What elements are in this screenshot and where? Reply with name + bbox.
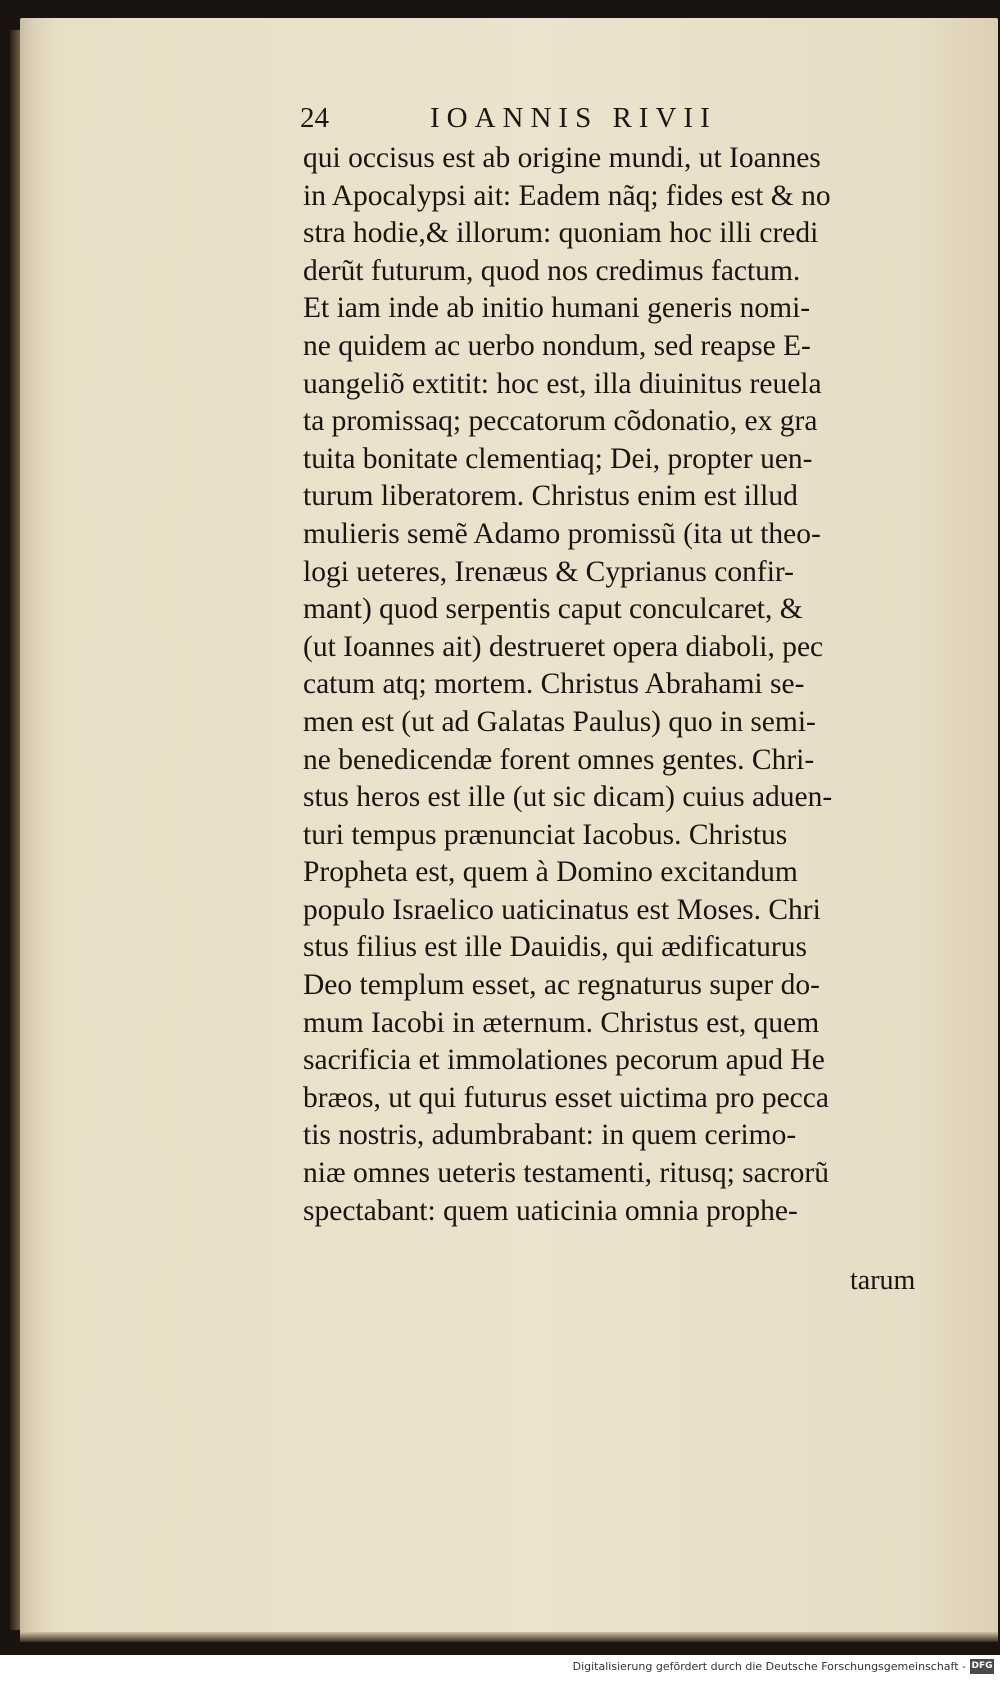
catchword: tarum xyxy=(850,1265,916,1296)
text-line: derũt futurum, quod nos credimus factum. xyxy=(303,254,801,287)
page-number: 24 xyxy=(300,102,329,134)
text-line: mum Iacobi in æternum. Christus est, quem xyxy=(303,1006,820,1039)
body-text xyxy=(303,140,923,1230)
text-line: niæ omnes ueteris testamenti, ritusq; sacrorũ xyxy=(303,1157,829,1190)
text-line: tis nostris, adumbrabant: in quem cerimo- xyxy=(303,1119,797,1152)
text-line: ne quidem ac uerbo nondum, sed reapse E- xyxy=(303,329,811,362)
text-line: stus heros est ille (ut sic dicam) cuius aduen- xyxy=(303,781,833,814)
funding-credit: Digitalisierung gefördert durch die Deutsche Forschungsgemeinschaft - xyxy=(572,1660,966,1673)
text-line: tuita bonitate clementiaq; Dei, propter uen- xyxy=(303,442,813,475)
dfg-logo-icon: DFG xyxy=(970,1659,994,1674)
text-line: turi tempus prænunciat Iacobus. Christus xyxy=(303,818,788,851)
text-line: Deo templum esset, ac regnaturus super do- xyxy=(303,969,820,1002)
text-line: uangeliõ extitit: hoc est, illa diuinitus reuela xyxy=(303,367,822,400)
text-line: ne benedicendæ forent omnes gentes. Chri- xyxy=(303,743,815,776)
text-line: turum liberatorem. Christus enim est illud xyxy=(303,480,798,513)
running-title: IOANNIS RIVII xyxy=(430,102,717,134)
text-line: stus filius est ille Dauidis, qui ædificaturus xyxy=(303,931,807,964)
text-line: Propheta est, quem à Domino excitandum xyxy=(303,856,798,889)
text-line: spectabant: quem uaticinia omnia prophe- xyxy=(303,1194,798,1227)
footer-bar xyxy=(0,1655,1000,1682)
text-line: mulieris semẽ Adamo promissũ (ita ut theo- xyxy=(303,517,821,550)
text-line: bræos, ut qui futurus esset uictima pro pecca xyxy=(303,1081,829,1114)
running-head xyxy=(300,102,940,142)
text-line: Et iam inde ab initio humani generis nomi- xyxy=(303,292,811,325)
text-line: stra hodie,& illorum: quoniam hoc illi credi xyxy=(303,217,819,250)
text-line: mant) quod serpentis caput conculcaret, & xyxy=(303,593,803,626)
text-line: ta promissaq; peccatorum cõdonatio, ex gra xyxy=(303,405,818,438)
text-line: in Apocalypsi ait: Eadem nãq; fides est & no xyxy=(303,179,831,212)
text-line: populo Israelico uaticinatus est Moses. Chri xyxy=(303,893,821,926)
text-line: (ut Ioannes ait) destrueret opera diaboli, pec xyxy=(303,630,824,663)
text-line: sacrificia et immolationes pecorum apud He xyxy=(303,1044,825,1077)
text-line: logi ueteres, Irenæus & Cyprianus confir- xyxy=(303,555,794,588)
text-line: catum atq; mortem. Christus Abrahami se- xyxy=(303,668,805,701)
page-bottom-edge xyxy=(20,1632,998,1642)
text-line: men est (ut ad Galatas Paulus) quo in semi- xyxy=(303,705,816,738)
text-line: qui occisus est ab origine mundi, ut Ioannes xyxy=(303,142,821,174)
